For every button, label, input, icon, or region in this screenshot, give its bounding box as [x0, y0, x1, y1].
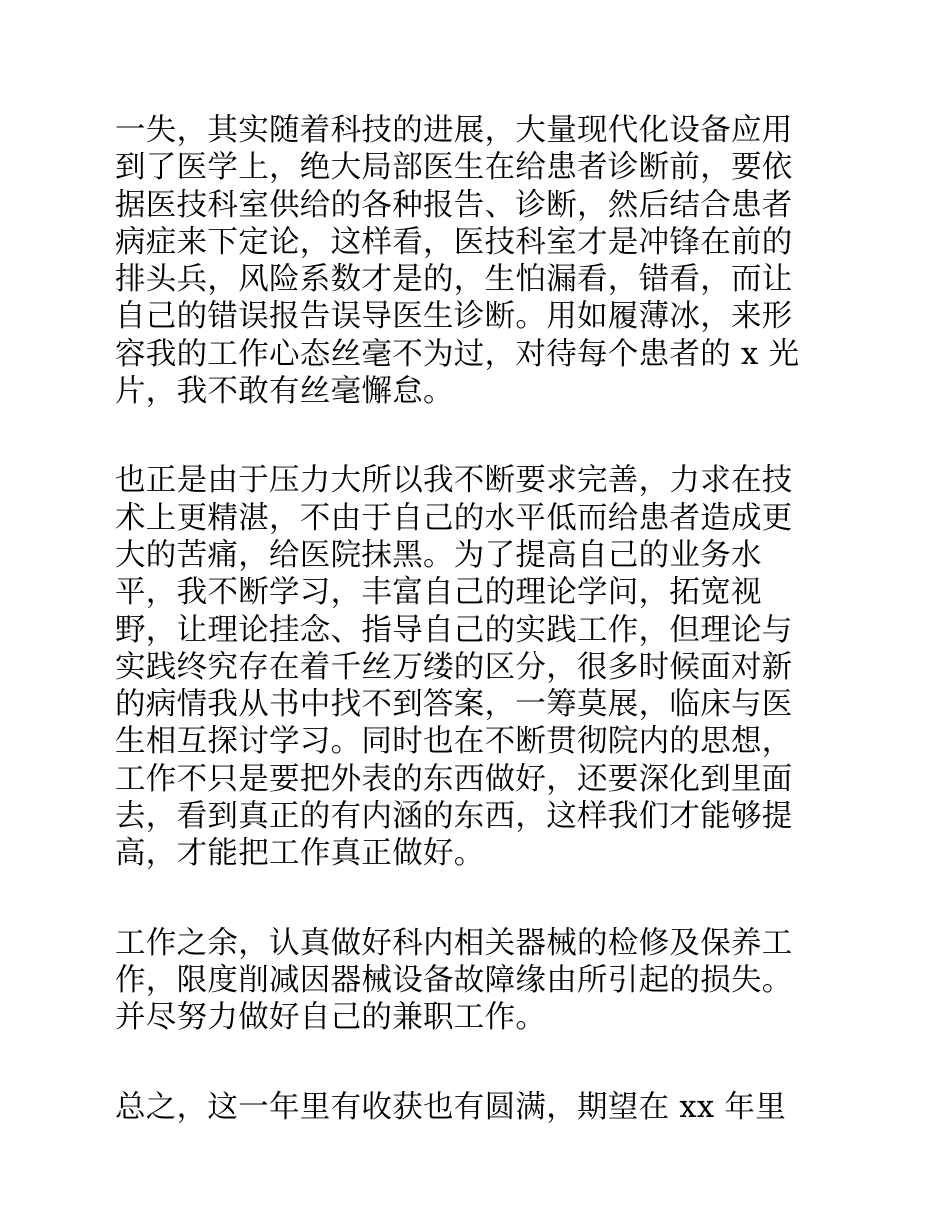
text-line: 据医技科室供给的各种报告、诊断，然后结合患者: [115, 187, 793, 223]
text-line: 排头兵，风险系数才是的，生怕漏看，错看，而让: [115, 262, 793, 298]
text-line: 也正是由于压力大所以我不断要求完善，力求在技: [115, 463, 793, 499]
text-line: 去，看到真正的有内涵的东西，这样我们才能够提: [115, 799, 793, 835]
text-line: 术上更精湛，不由于自己的水平低而给患者造成更: [115, 500, 793, 536]
text-line: 平，我不断学习，丰富自己的理论学问，拓宽视: [115, 575, 762, 611]
text-line: 到了医学上，绝大局部医生在给患者诊断前，要依: [115, 150, 793, 186]
text-line: 大的苦痛，给医院抹黑。为了提高自己的业务水: [115, 537, 762, 573]
text-line: 片，我不敢有丝毫懈怠。: [115, 374, 454, 410]
text-line: 生相互探讨学习。同时也在不断贯彻院内的思想，: [115, 724, 793, 760]
paragraph-3: [115, 925, 835, 1037]
text-line: 作，限度削减因器械设备故障缘由所引起的损失。: [115, 962, 793, 998]
text-line: 总之，这一年里有收获也有圆满，期望在 xx 年里: [115, 1089, 786, 1125]
text-line: 野，让理论挂念、指导自己的实践工作，但理论与: [115, 612, 793, 648]
text-line: 一失，其实随着科技的进展，大量现代化设备应用: [115, 113, 793, 148]
text-line: 实践终究存在着千丝万缕的区分，很多时候面对新: [115, 649, 793, 685]
text-line: 并尽努力做好自己的兼职工作。: [115, 1000, 547, 1036]
text-line: 容我的工作心态丝毫不为过，对待每个患者的 x 光: [115, 336, 800, 372]
document-body: [115, 112, 835, 1178]
text-line: 工作不只是要把外表的东西做好，还要深化到里面: [115, 761, 793, 797]
paragraph-1: [115, 112, 835, 410]
text-line: 病症来下定论，这样看，医技科室才是冲锋在前的: [115, 224, 793, 260]
text-line: 工作之余，认真做好科内相关器械的检修及保养工: [115, 925, 793, 961]
text-line: 的病情我从书中找不到答案，一筹莫展，临床与医: [115, 687, 793, 723]
paragraph-2: [115, 462, 835, 872]
text-line: 高，才能把工作真正做好。: [115, 836, 485, 872]
text-line: 自己的错误报告误导医生诊断。用如履薄冰，来形: [115, 299, 793, 335]
paragraph-4: [115, 1089, 835, 1126]
